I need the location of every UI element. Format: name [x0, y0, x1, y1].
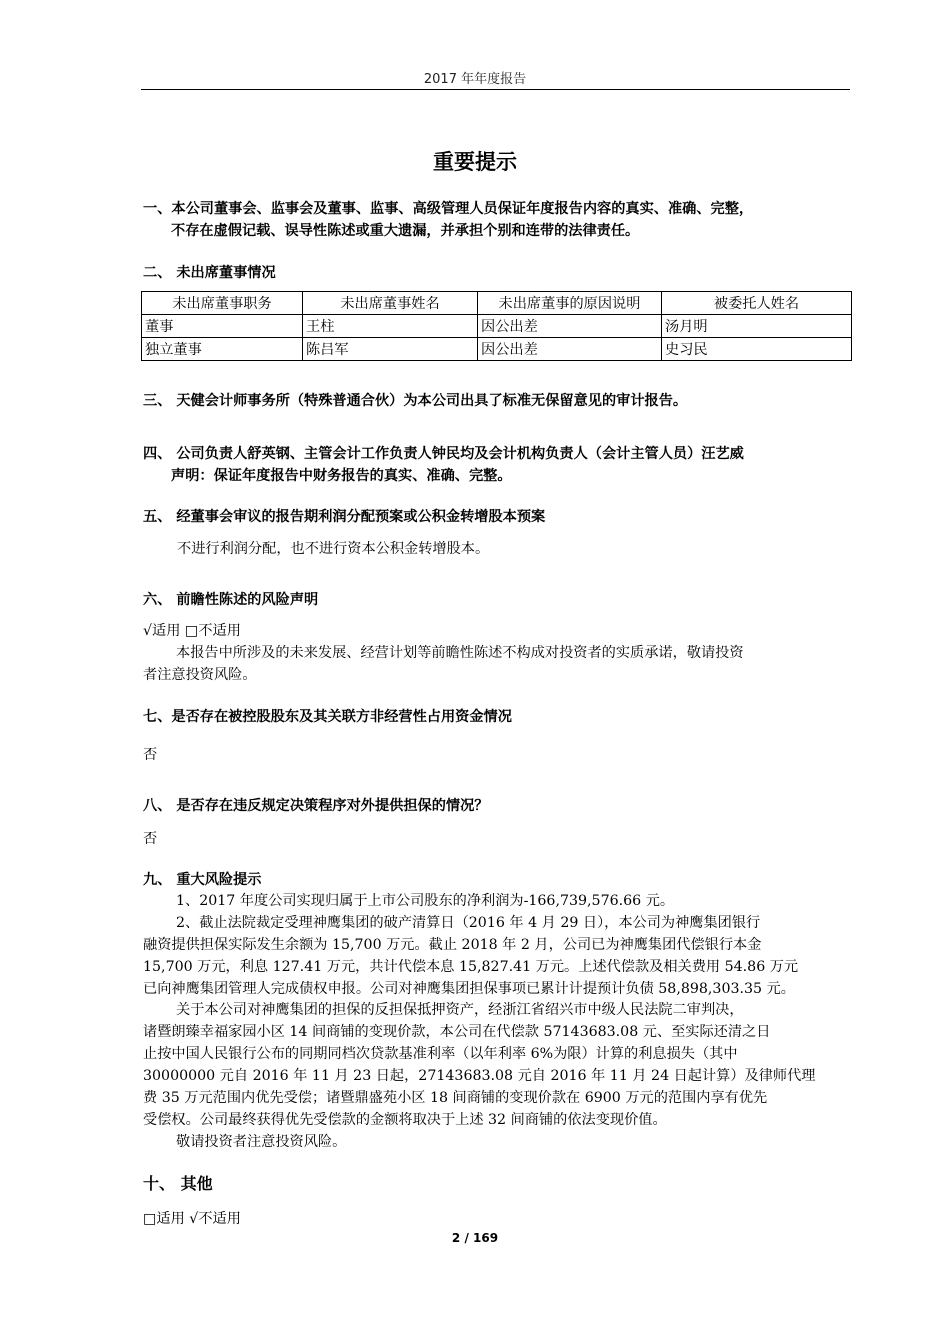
- section-6-heading: 六、 前瞻性陈述的风险声明: [143, 592, 319, 608]
- section-9-line: 15,700 万元，利息 127.41 万元，共计代偿本息 15,827.41 万元。上述代偿款及相关费用 54.86 万元: [143, 959, 799, 975]
- section-6-body-line-1: 本报告中所涉及的未来发展、经营计划等前瞻性陈述不构成对投资者的实质承诺，敬请投资: [176, 645, 744, 661]
- section-9-line: 诸暨朗臻幸福家园小区 14 间商铺的变现价款，本公司在代偿款 57143683.08 元、至实际还清之日: [143, 1024, 771, 1040]
- table-row: [142, 315, 852, 338]
- table-cell: 陈吕军: [303, 338, 478, 361]
- section-1-line-2: 不存在虚假记载、误导性陈述或重大遗漏，并承担个别和连带的法律责任。: [171, 223, 640, 239]
- section-9-line: 止按中国人民银行公布的同期同档次贷款基准利率（以年利率 6%为限）计算的利息损失（其中: [143, 1046, 738, 1062]
- section-9-line: 关于本公司对神鹰集团的担保的反担保抵押资产，经浙江省绍兴市中级人民法院二审判决，: [176, 1002, 744, 1018]
- section-1-line-1: 一、本公司董事会、监事会及董事、监事、高级管理人员保证年度报告内容的真实、准确、完整，: [143, 201, 754, 217]
- table-cell: 董事: [142, 315, 303, 338]
- section-2-heading: 二、 未出席董事情况: [143, 265, 276, 281]
- section-8-heading: 八、 是否存在违反规定决策程序对外提供担保的情况？: [143, 798, 489, 814]
- section-10-option: □适用 √不适用: [143, 1211, 241, 1227]
- table-row: [142, 338, 852, 361]
- section-5-heading: 五、 经董事会审议的报告期利润分配预案或公积金转增股本预案: [143, 509, 546, 525]
- section-7-heading: 七、是否存在被控股股东及其关联方非经营性占用资金情况: [143, 709, 512, 725]
- page-title: 重要提示: [433, 150, 517, 174]
- section-9-line: 费 35 万元范围内优先受偿；诸暨鼎盛苑小区 18 间商铺的变现价款在 6900 万元的范围内享有优先: [143, 1090, 768, 1106]
- section-7-answer: 否: [143, 747, 158, 763]
- table-cell: 因公出差: [478, 315, 662, 338]
- section-4-line-2: 声明：保证年度报告中财务报告的真实、准确、完整。: [171, 468, 512, 484]
- section-9-line: 30000000 元自 2016 年 11 月 23 日起，27143683.08 元自 2016 年 11 月 24 日起计算）及律师代理: [143, 1068, 816, 1084]
- table-cell: 因公出差: [478, 338, 662, 361]
- table-header-cell: 未出席董事的原因说明: [478, 292, 662, 315]
- page-number: 2 / 169: [451, 1231, 499, 1245]
- section-5-body: 不进行利润分配，也不进行资本公积金转增股本。: [177, 541, 490, 557]
- section-8-answer: 否: [143, 831, 158, 847]
- section-4-line-1: 四、 公司负责人舒英钢、主管会计工作负责人钟民均及会计机构负责人（会计主管人员）汪艺威: [143, 446, 744, 462]
- table-header-cell: 未出席董事职务: [142, 292, 303, 315]
- section-9-line: 受偿权。公司最终获得优先受偿款的金额将取决于上述 32 间商铺的依法变现价值。: [143, 1112, 667, 1128]
- section-3-heading: 三、 天健会计师事务所（特殊普通合伙）为本公司出具了标准无保留意见的审计报告。: [143, 393, 688, 409]
- table-header-row: [142, 292, 852, 315]
- absent-directors-table: [141, 291, 852, 361]
- table-header-cell: 被委托人姓名: [662, 292, 852, 315]
- section-10-heading: 十、 其他: [143, 1174, 213, 1193]
- section-9-heading: 九、 重大风险提示: [143, 872, 262, 888]
- section-6-option: √适用 □不适用: [143, 623, 241, 639]
- table-cell: 史习民: [662, 338, 852, 361]
- section-6-body-line-2: 者注意投资风险。: [143, 667, 257, 683]
- header-rule: [141, 89, 850, 90]
- table-cell: 王柱: [303, 315, 478, 338]
- section-9-line: 敬请投资者注意投资风险。: [176, 1134, 347, 1150]
- table-cell: 汤月明: [662, 315, 852, 338]
- section-9-line: 1、2017 年度公司实现归属于上市公司股东的净利润为-166,739,576.66 元。: [176, 893, 675, 909]
- page-header: 2017 年年度报告: [423, 72, 527, 87]
- section-9-line: 融资提供担保实际发生余额为 15,700 万元。截止 2018 年 2 月，公司已为神鹰集团代偿银行本金: [143, 937, 762, 953]
- section-9-line: 2、截止法院裁定受理神鹰集团的破产清算日（2016 年 4 月 29 日），本公司为神鹰集团银行: [176, 915, 761, 931]
- section-9-line: 已向神鹰集团管理人完成债权申报。公司对神鹰集团担保事项已累计计提预计负债 58,898,303.35 元。: [143, 981, 795, 997]
- table-cell: 独立董事: [142, 338, 303, 361]
- table-header-cell: 未出席董事姓名: [303, 292, 478, 315]
